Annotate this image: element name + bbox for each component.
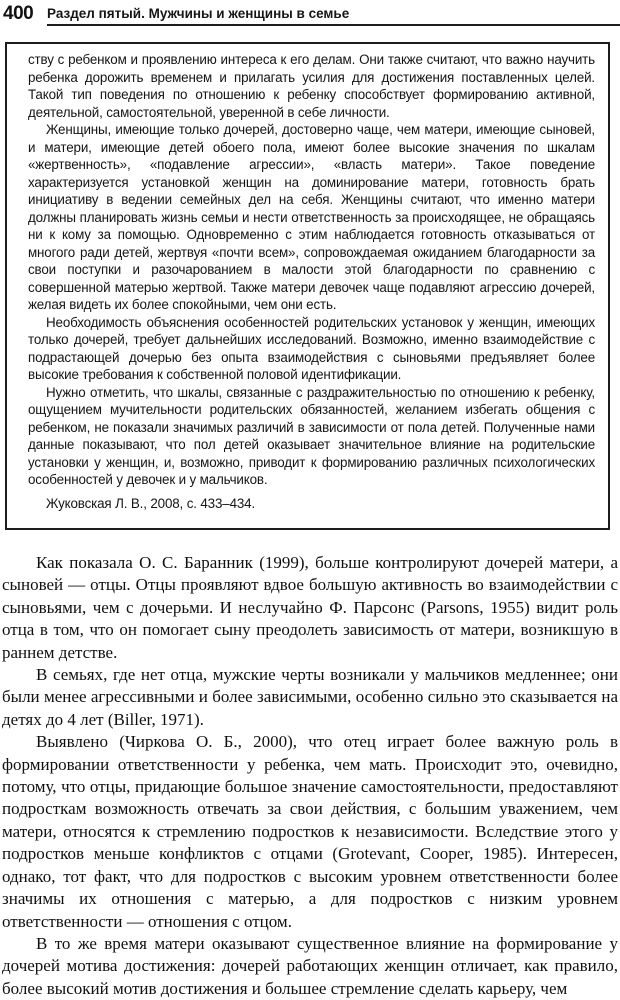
quote-paragraph: Женщины, имеющие только дочерей, достоверно чаще, чем матери, имеющие сыновей, и матери, имеющие детей обоего пола, имеют более высокие значения по шкалам «жертвенность», «подавление агрессии», «власть матери». Такое поведение характеризуется установкой женщин на доминирование матери, готовность брать инициативу в ведении семейных дел на себя. Женщины считают, что именно матери должны планировать жизнь семьи и нести ответственность за происходящее, не обращаясь ни к кому за помощью. Одновременно с этим наблюдается готовность отказываться от многого ради детей, жертвуя «почти всем», сопровождаемая ожиданием благодарности за свои поступки и разочарованием в малости этой благодарности по сравнению с совершенной матерью жертвой. Также матери девочек чаще подавляют агрессию дочерей, желая видеть их более спокойными, чем они есть. [28,122,595,312]
quote-paragraph: ству с ребенком и проявлению интереса к его делам. Они также считают, что важно научить ребенка дорожить временем и прилагать усилия для достижения поставленных целей. Такой тип поведения по отношению к ребенку способствует формированию активной, деятельной, самостоятельной, уверенной в себе личности. [28,52,595,120]
page-number: 400 [3,3,34,24]
quote-box [5,42,610,530]
quote-citation: Жуковская Л. В., 2008, с. 433–434. [46,495,256,511]
body-paragraph: В то же время матери оказывают существенное влияние на формирование у дочерей мотива достижения: дочерей работающих женщин отличает, как правило, более высокий мотив достижения и большее стремление сделать карьеру, чем [2,933,618,998]
quote-paragraph: Необходимость объяснения особенностей родительских установок у женщин, имеющих только дочерей, требует дальнейших исследований. Возможно, именно взаимодействие с подрастающей дочерью без опыта взаимодействия с сыновьями предъявляет более высокие требования к собственной половой идентификации. [28,314,595,382]
body-paragraph: Как показала О. С. Баранник (1999), больше контролируют дочерей матери, а сыновей — отцы. Отцы проявляют вдвое большую активность во взаимодействии с сыновьями, чем с дочерьми. И неслучайно Ф. Парсонс (Parsons, 1955) видит роль отца в том, что он помогает сыну преодолеть зависимость от матери, возникшую в раннем детстве. [2,553,618,662]
page-header [0,4,620,30]
quote-paragraph: Нужно отметить, что шкалы, связанные с раздражительностью по отношению к ребенку, ощущением мучительности родительских обязанностей, желанием избегать общения с ребенком, не показали значимых различий в зависимости от пола детей. Полученные нами данные показывают, что пол детей оказывает значительное влияние на родительские установки у женщин, и, возможно, приводит к формированию различных психологических особенностей у девочек и у мальчиков. [28,384,595,487]
body-paragraph: Выявлено (Чиркова О. Б., 2000), что отец играет более важную роль в формировании ответственности у ребенка, чем мать. Происходит это, очевидно, потому, что отцы, придающие большое значение самостоятельности, предоставляют подросткам возможность отвечать за свои действия, с большим уважением, чем матери, относятся к стремлению подростков к независимости. Вследствие этого у подростков меньше конфликтов с отцами (Grotevant, Cooper, 1985). Интересен, однако, тот факт, что для подростков с высоким уровнем ответственности более значимы их отношения с матерью, а для подростков с низким уровнем ответственности — отношения с отцом. [2,732,618,931]
body-paragraph: В семьях, где нет отца, мужские черты возникали у мальчиков медленнее; они были менее агрессивными и более зависимыми, особенно сильно это сказывается на детях до 4 лет (Biller, 1971). [2,665,618,729]
section-title: Раздел пятый. Мужчины и женщины в семье [47,6,620,26]
body-text [2,552,618,1000]
